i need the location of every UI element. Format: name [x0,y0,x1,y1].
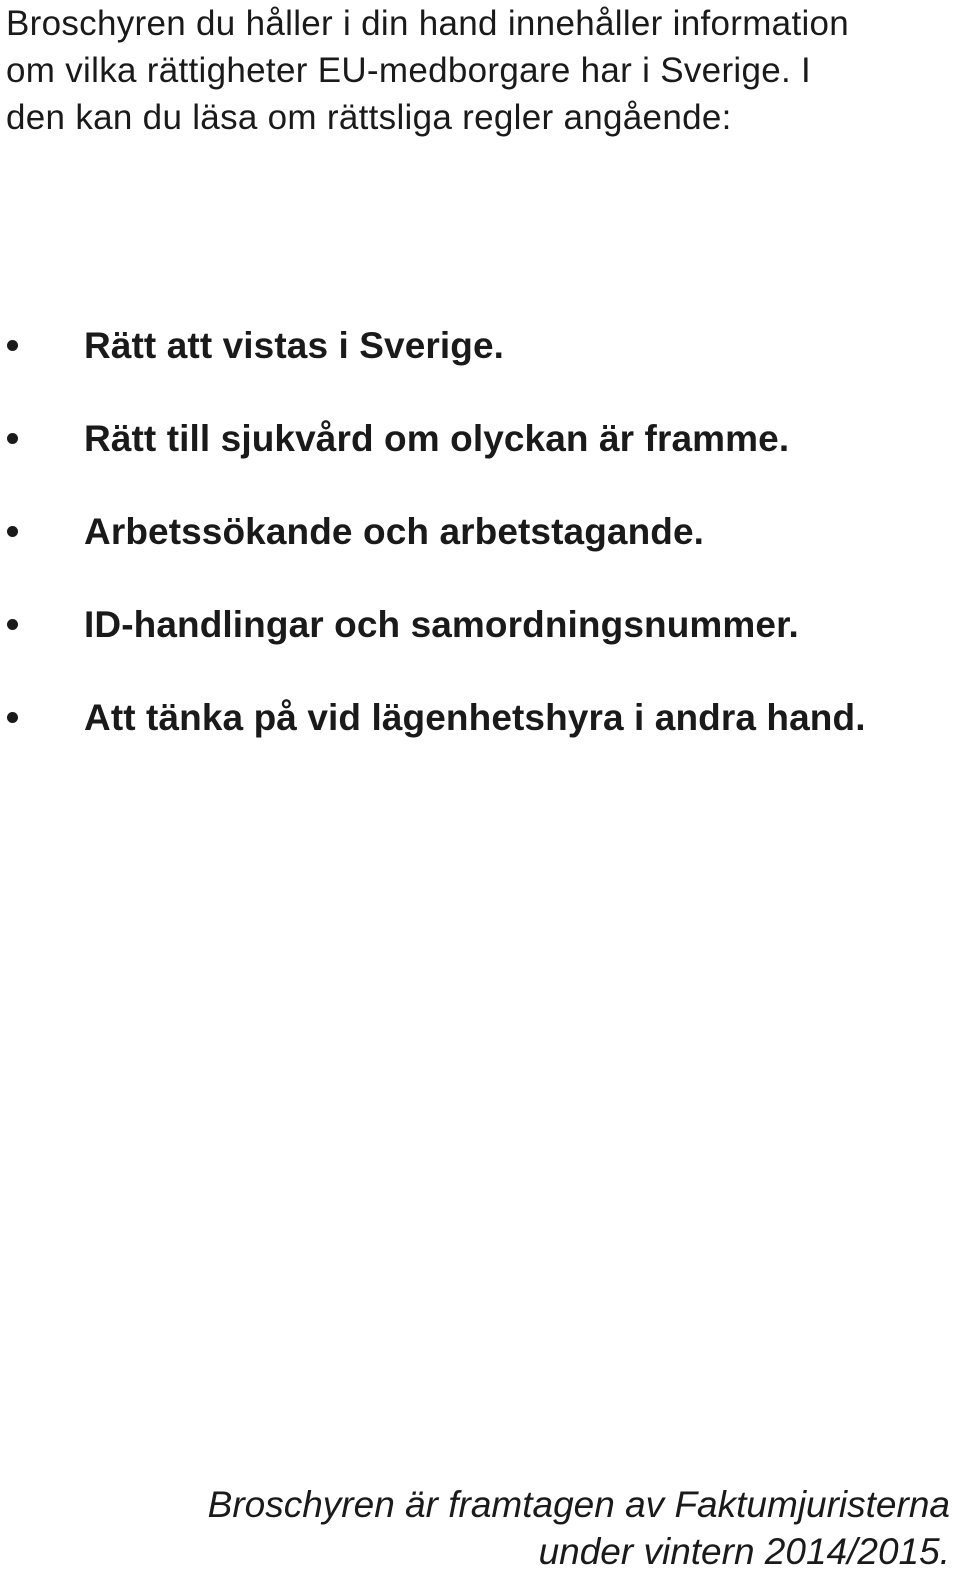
list-item [0,415,960,508]
list-item [0,694,960,787]
intro-line: Broschyren du håller i din hand innehåller information [6,4,850,43]
credit-line: under vintern 2014/2015. [538,1531,950,1572]
topic-label: Arbetssökande och arbetstagande. [84,511,705,552]
credit-line: Broschyren är framtagen av Faktumjuristerna [207,1484,950,1525]
credit-note [208,1481,950,1575]
list-item [0,601,960,694]
bullet-icon [7,340,18,351]
list-item [0,508,960,601]
bullet-icon [7,619,18,630]
bullet-icon [7,526,18,537]
topic-label: Rätt att vistas i Sverige. [84,325,505,366]
topic-label: Rätt till sjukvård om olyckan är framme. [84,418,790,459]
topic-label: Att tänka på vid lägenhetshyra i andra hand. [84,697,866,738]
topic-label: ID-handlingar och samordningsnummer. [84,604,799,645]
intro-line: om vilka rättigheter EU-medborgare har i Sverige. I [6,51,812,90]
bullet-icon [7,433,18,444]
topic-list [0,322,960,787]
bullet-icon [7,712,18,723]
list-item [0,322,960,415]
intro-line: den kan du läsa om rättsliga regler angående: [6,98,732,137]
intro-paragraph [6,0,956,141]
